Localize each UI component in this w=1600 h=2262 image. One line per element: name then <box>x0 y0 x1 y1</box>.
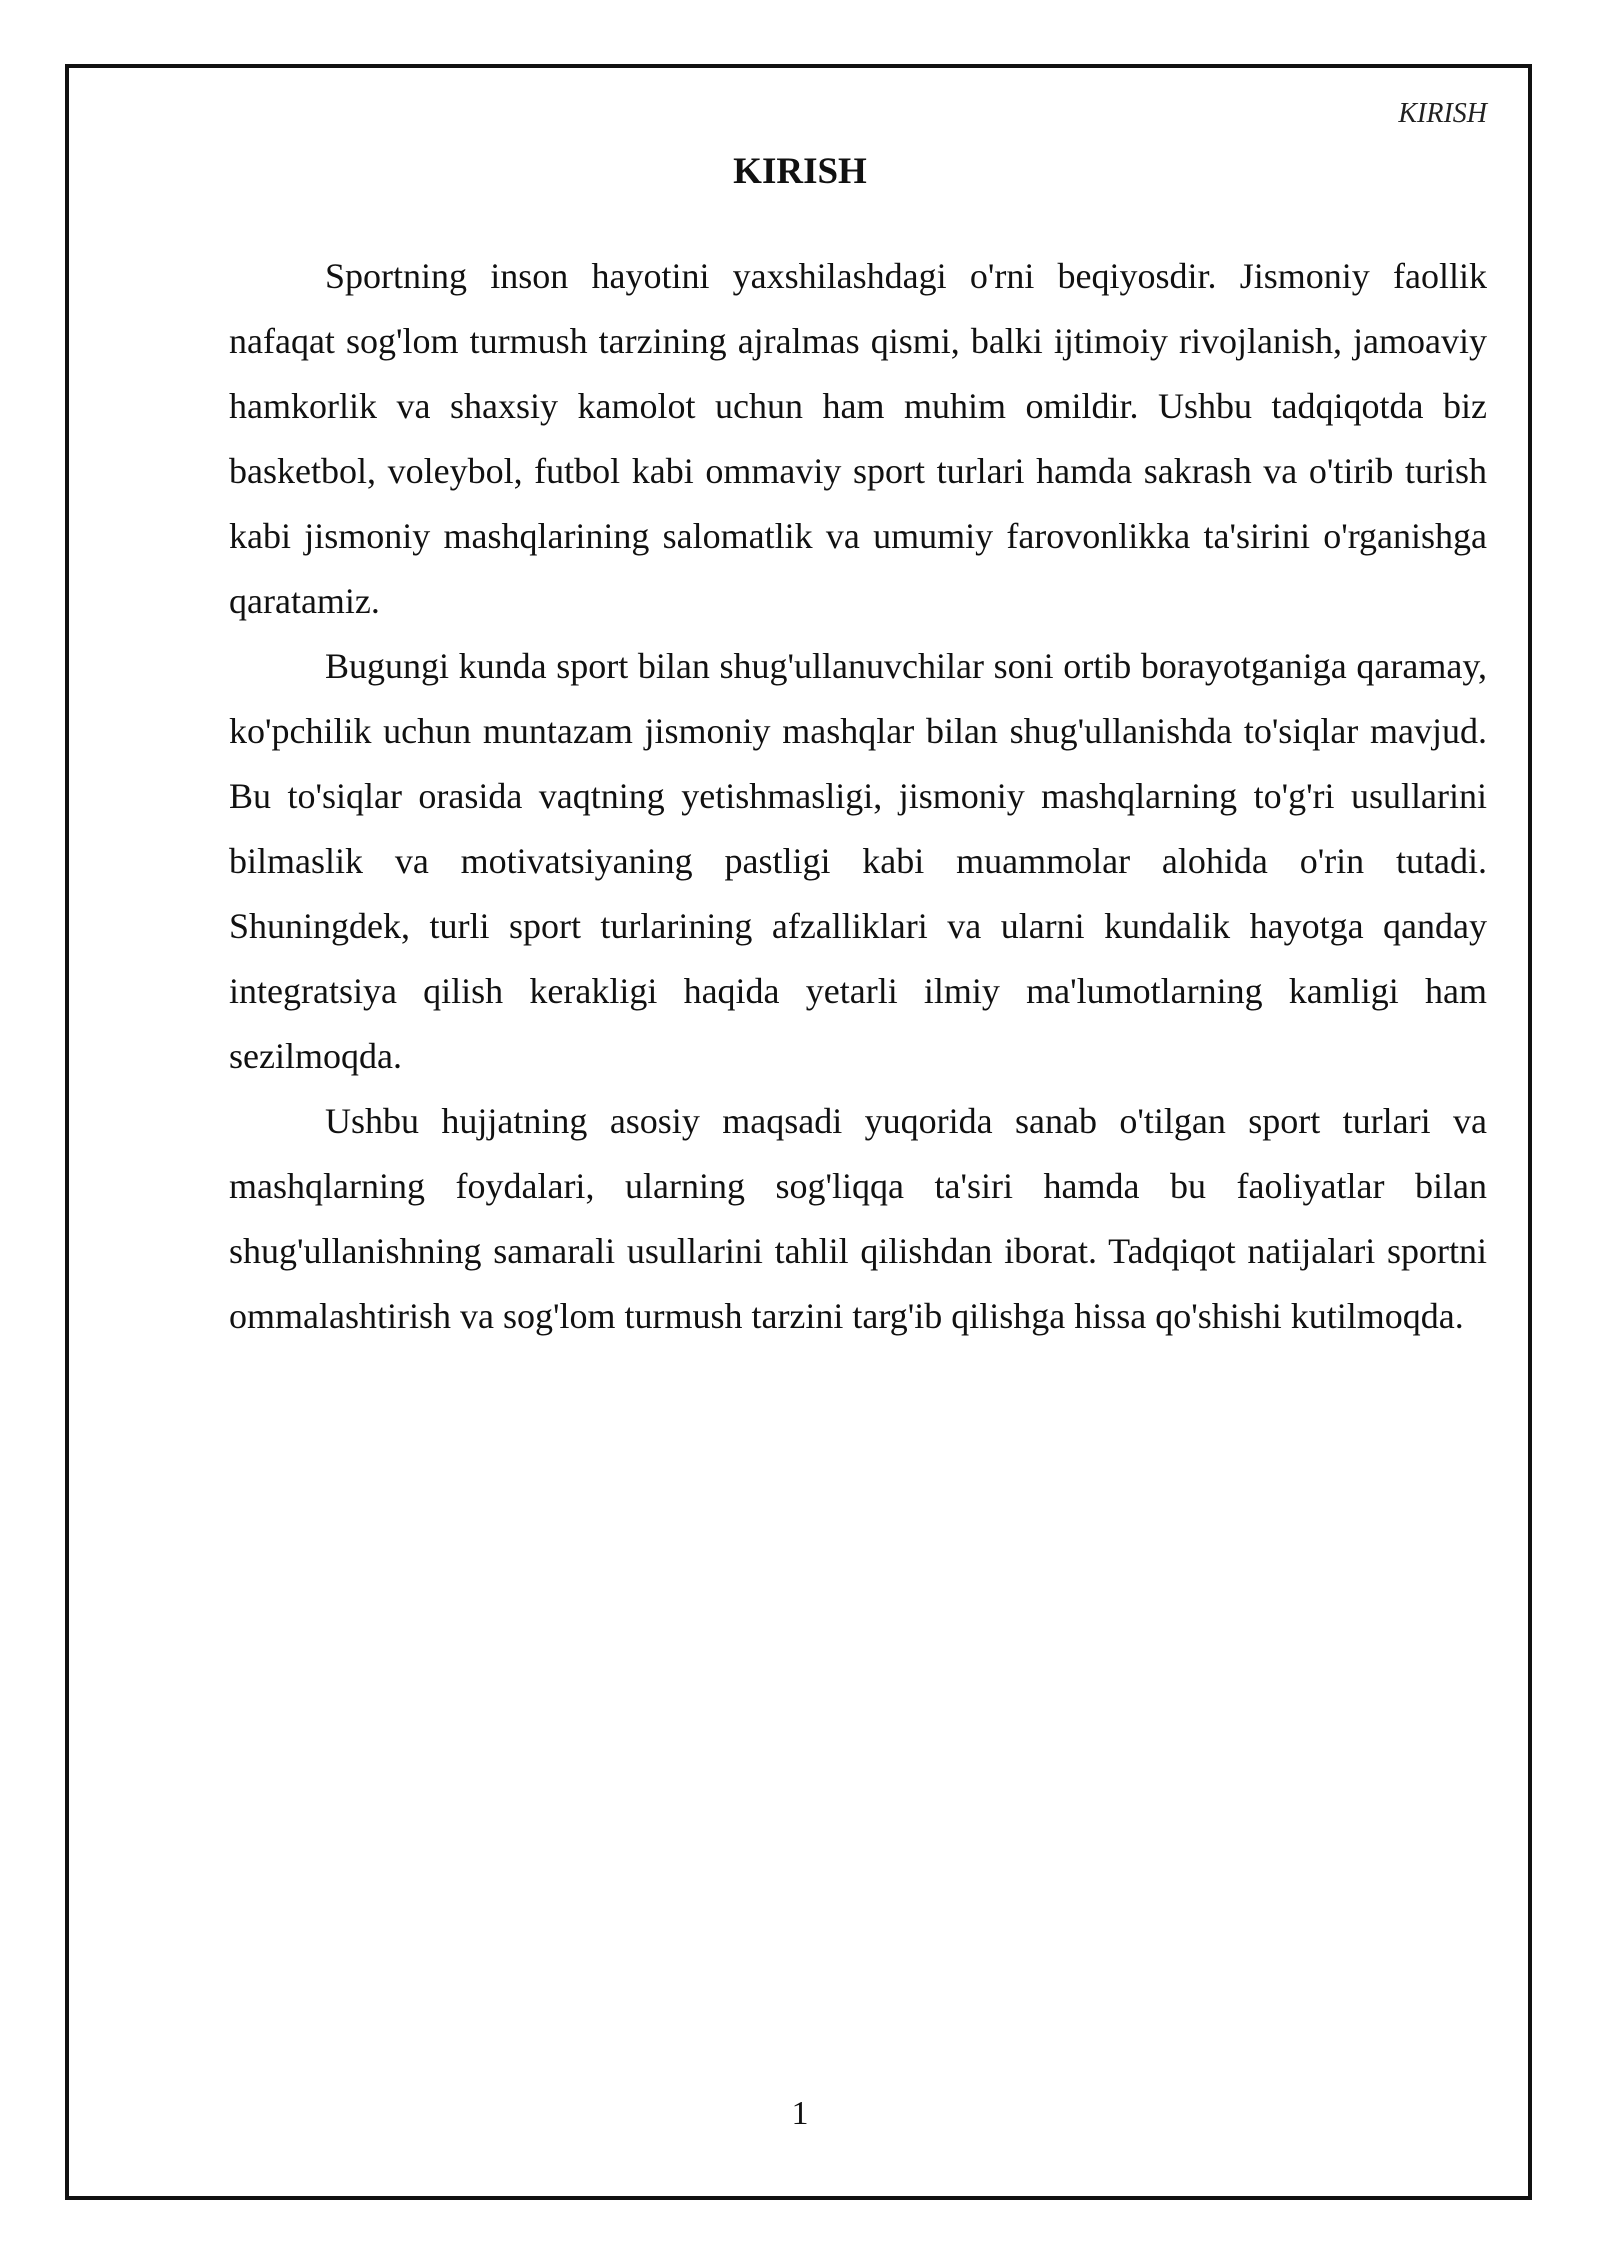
body-text <box>229 244 1487 1349</box>
paragraph-2: Bugungi kunda sport bilan shug'ullanuvchilar soni ortib borayotganiga qaramay, ko'pchilik uchun muntazam jismoniy mashqlar bilan shug'ullanishda to'siqlar mavjud. Bu to'siqlar orasida vaqtning yetishmasligi, jismoniy mashqlarning to'g'ri usullarini bilmaslik va motivatsiyaning pastligi kabi muammolar alohida o'rin tutadi. Shuningdek, turli sport turlarining afzalliklari va ularni kundalik hayotga qanday integratsiya qilish kerakligi haqida yetarli ilmiy ma'lumotlarning kamligi ham sezilmoqda. <box>229 646 1487 1076</box>
page-number: 1 <box>791 2095 809 2132</box>
paragraph-3: Ushbu hujjatning asosiy maqsadi yuqorida sanab o'tilgan sport turlari va mashqlarning foydalari, ularning sog'liqqa ta'siri hamda bu faoliyatlar bilan shug'ullanishning samarali usullarini tahlil qilishdan iborat. Tadqiqot natijalari sportni ommalashtirish va sog'lom turmush tarzini targ'ib qilishga hissa qo'shishi kutilmoqda. <box>229 1101 1487 1336</box>
page-title: KIRISH <box>733 151 867 192</box>
paragraph-1: Sportning inson hayotini yaxshilashdagi o'rni beqiyosdir. Jismoniy faollik nafaqat sog'lom turmush tarzining ajralmas qismi, balki ijtimoiy rivojlanish, jamoaviy hamkorlik va shaxsiy kamolot uchun ham muhim omildir. Ushbu tadqiqotda biz basketbol, voleybol, futbol kabi ommaviy sport turlari hamda sakrash va o'tirib turish kabi jismoniy mashqlarining salomatlik va umumiy farovonlikka ta'sirini o'rganishga qaratamiz. <box>229 256 1487 621</box>
running-header: KIRISH <box>1398 98 1487 129</box>
